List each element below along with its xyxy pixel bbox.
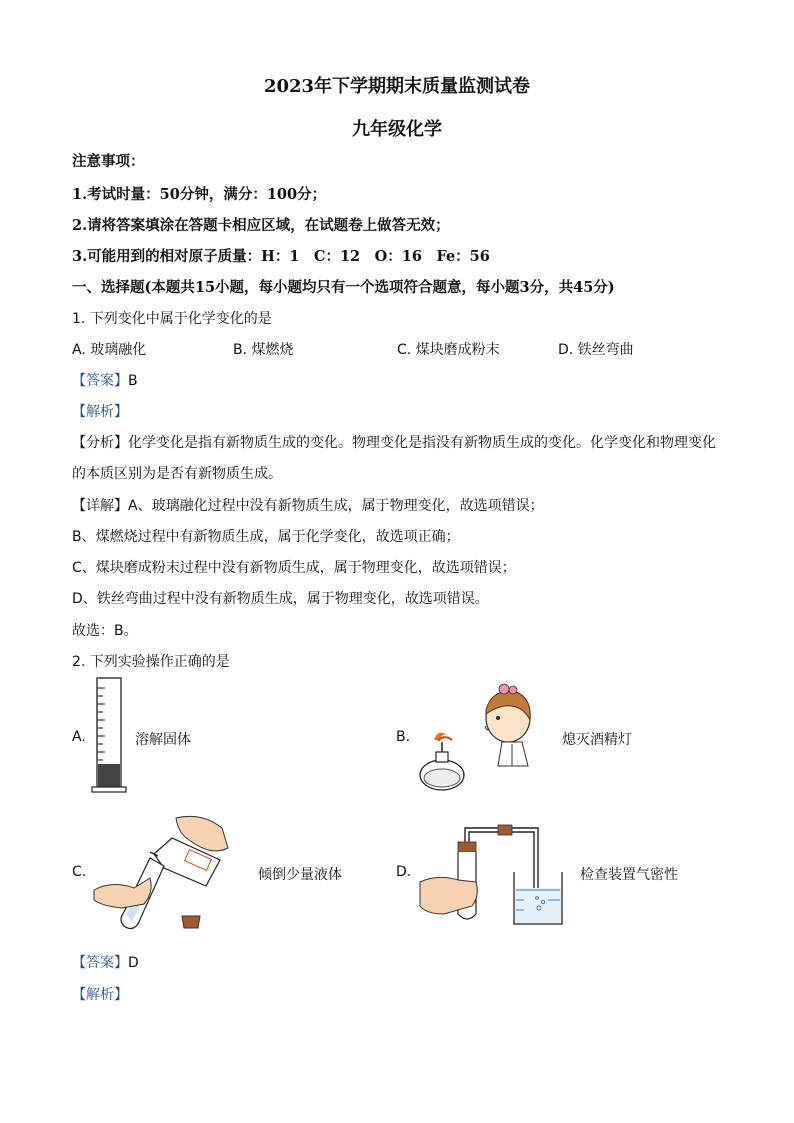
section-heading: 一、选择题(本题共15小题，每小题均只有一个选项符合题意，每小题3分，共45分) bbox=[72, 279, 615, 296]
q2-analysis-tag: 【解析】 bbox=[72, 987, 128, 1003]
note-item-1: 1.考试时量：50分钟，满分：100分； bbox=[72, 186, 327, 203]
q2-option-a-letter: A. bbox=[72, 729, 86, 745]
q1-option-d: D. 铁丝弯曲 bbox=[558, 342, 634, 358]
q2-option-c-label: 倾倒少量液体 bbox=[258, 867, 342, 883]
q2-option-c-letter: C. bbox=[72, 864, 87, 880]
pouring-liquid-illustration bbox=[92, 808, 232, 933]
q2-answer-line bbox=[72, 952, 139, 972]
notes-heading: 注意事项： bbox=[72, 153, 145, 170]
q1-analysis-tag: 【解析】 bbox=[72, 404, 128, 420]
q1-option-b: B. 煤燃烧 bbox=[233, 342, 294, 358]
q1-fenxi-line1: 【分析】化学变化是指有新物质生成的变化。物理变化是指没有新物质生成的变化。化学变化和物理变化 bbox=[72, 435, 716, 451]
answer-tag: 【答案】 bbox=[72, 373, 128, 389]
q2-option-a-label: 溶解固体 bbox=[135, 732, 191, 748]
q1-answer-value: B bbox=[128, 373, 138, 389]
detail-tag: 【详解】 bbox=[72, 498, 128, 514]
q1-detail-a: 【详解】A、玻璃融化过程中没有新物质生成，属于物理变化，故选项错误； bbox=[72, 498, 544, 514]
graduated-cylinder-illustration bbox=[92, 676, 132, 794]
q2-option-d-letter: D. bbox=[396, 864, 412, 880]
q2-answer-value: D bbox=[128, 955, 139, 971]
q1-detail-d: D、铁丝弯曲过程中没有新物质生成，属于物理变化，故选项错误。 bbox=[72, 591, 489, 607]
q1-detail-b: B、煤燃烧过程中有新物质生成，属于化学变化，故选项正确； bbox=[72, 529, 460, 545]
q1-fenxi-line2: 的本质区别为是否有新物质生成。 bbox=[72, 466, 282, 482]
q1-option-a: A. 玻璃融化 bbox=[72, 342, 147, 358]
exam-title: 2023年下学期期末质量监测试卷 bbox=[263, 76, 531, 97]
q1-conclusion: 故选：B。 bbox=[72, 623, 138, 639]
q1-stem: 1. 下列变化中属于化学变化的是 bbox=[72, 311, 272, 327]
alcohol-lamp-illustration bbox=[418, 680, 538, 795]
answer-tag: 【答案】 bbox=[72, 955, 128, 971]
q2-stem: 2. 下列实验操作正确的是 bbox=[72, 654, 230, 670]
note-item-3: 3.可能用到的相对原子质量：H：1 C：12 O：16 Fe：56 bbox=[72, 248, 490, 265]
note-item-2: 2.请将答案填涂在答题卡相应区域，在试题卷上做答无效； bbox=[72, 217, 450, 234]
q2-option-b-label: 熄灭酒精灯 bbox=[562, 732, 632, 748]
exam-subtitle: 九年级化学 bbox=[352, 119, 442, 140]
q1-detail-c: C、煤块磨成粉末过程中没有新物质生成，属于物理变化，故选项错误； bbox=[72, 560, 516, 576]
airtightness-check-illustration bbox=[418, 820, 568, 932]
fenxi-tag: 【分析】 bbox=[72, 435, 128, 451]
q1-answer-line bbox=[72, 370, 138, 390]
q2-option-d-label: 检查装置气密性 bbox=[580, 867, 678, 883]
q1-option-c: C. 煤块磨成粉末 bbox=[397, 342, 500, 358]
q2-option-b-letter: B. bbox=[396, 729, 411, 745]
